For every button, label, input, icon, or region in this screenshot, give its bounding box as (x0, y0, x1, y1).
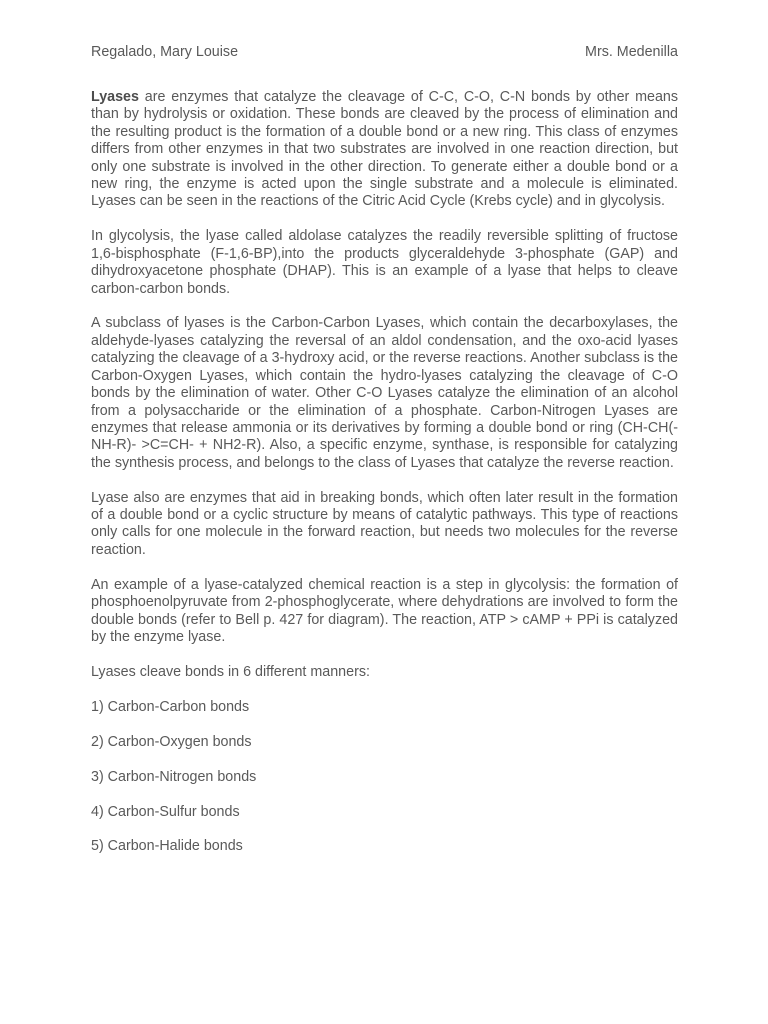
paragraph-list-intro: Lyases cleave bonds in 6 different manners: (91, 663, 370, 680)
author-name: Regalado, Mary Louise (91, 44, 239, 60)
paragraph-example: An example of a lyase-catalyzed chemical reaction is a step in glycolysis: the formation of phosphoenolpyruvate from 2-phosphoglycerate, where dehydrations are involved to form the double bonds (refer to Bell p. 427 for diagram). The reaction, ATP > cAMP + PPi is catalyzed by the enzyme lyase. (91, 576, 678, 645)
list-item: 5) Carbon-Halide bonds (91, 838, 243, 855)
bond-type-list (91, 699, 678, 856)
document-header (91, 44, 678, 61)
teacher-name: Mrs. Medenilla (585, 44, 678, 60)
document-page (91, 44, 678, 873)
list-item: 3) Carbon-Nitrogen bonds (91, 768, 257, 785)
list-item: 4) Carbon-Sulfur bonds (91, 803, 240, 820)
list-item: 1) Carbon-Carbon bonds (91, 698, 250, 715)
paragraph-bond-breaking: Lyase also are enzymes that aid in breaking bonds, which often later result in the formation of a double bond or a cyclic structure by means of catalytic pathways. This type of reactions only calls for one molecule in the forward reaction, but needs two molecules for the reverse reaction. (91, 489, 678, 558)
paragraph-intro (91, 89, 678, 211)
paragraph-glycolysis: In glycolysis, the lyase called aldolase catalyzes the readily reversible splitting of fructose 1,6-bisphosphate (F-1,6-BP),into the products glyceraldehyde 3-phosphate (GAP) and dihydroxyacetone phosphate (DHAP). This is an example of a lyase that helps to cleave carbon-carbon bonds. (91, 228, 678, 297)
term-lyases: Lyases (91, 89, 139, 105)
list-item: 2) Carbon-Oxygen bonds (91, 733, 252, 750)
paragraph-subclasses: A subclass of lyases is the Carbon-Carbon Lyases, which contain the decarboxylases, the aldehyde-lyases catalyzing the reversal of an aldol condensation, and the oxo-acid lyases catalyzing the cleavage of a 3-hydroxy acid, or the reverse reactions. Another subclass is the Carbon-Oxygen Lyases, which contain the hydro-lyases catalyzing the cleavage of C-O bonds by the elimination of water. Other C-O Lyases catalyze the elimination of an alcohol from a polysaccharide or the elimination of a phosphate. Carbon-Nitrogen Lyases are enzymes that release ammonia or its derivatives by forming a double bond or ring (CH-CH(-NH-R)- >C=CH- + NH2-R). Also, a specific enzyme, synthase, is responsible for catalyzing the synthesis process, and belongs to the class of Lyases that catalyze the reverse reaction. (91, 315, 678, 471)
paragraph-intro-text: are enzymes that catalyze the cleavage of C-C, C-O, C-N bonds by other means than by hydrolysis or oxidation. These bonds are cleaved by the process of elimination and the resulting product is the formation of a double bond or a new ring. This class of enzymes differs from other enzymes in that two substrates are involved in one reaction direction, but only one substrate is involved in the other direction. To generate either a double bond or a new ring, the enzyme is acted upon the single substrate and a molecule is eliminated. Lyases can be seen in the reactions of the Citric Acid Cycle (Krebs cycle) and in glycolysis. (91, 89, 678, 210)
